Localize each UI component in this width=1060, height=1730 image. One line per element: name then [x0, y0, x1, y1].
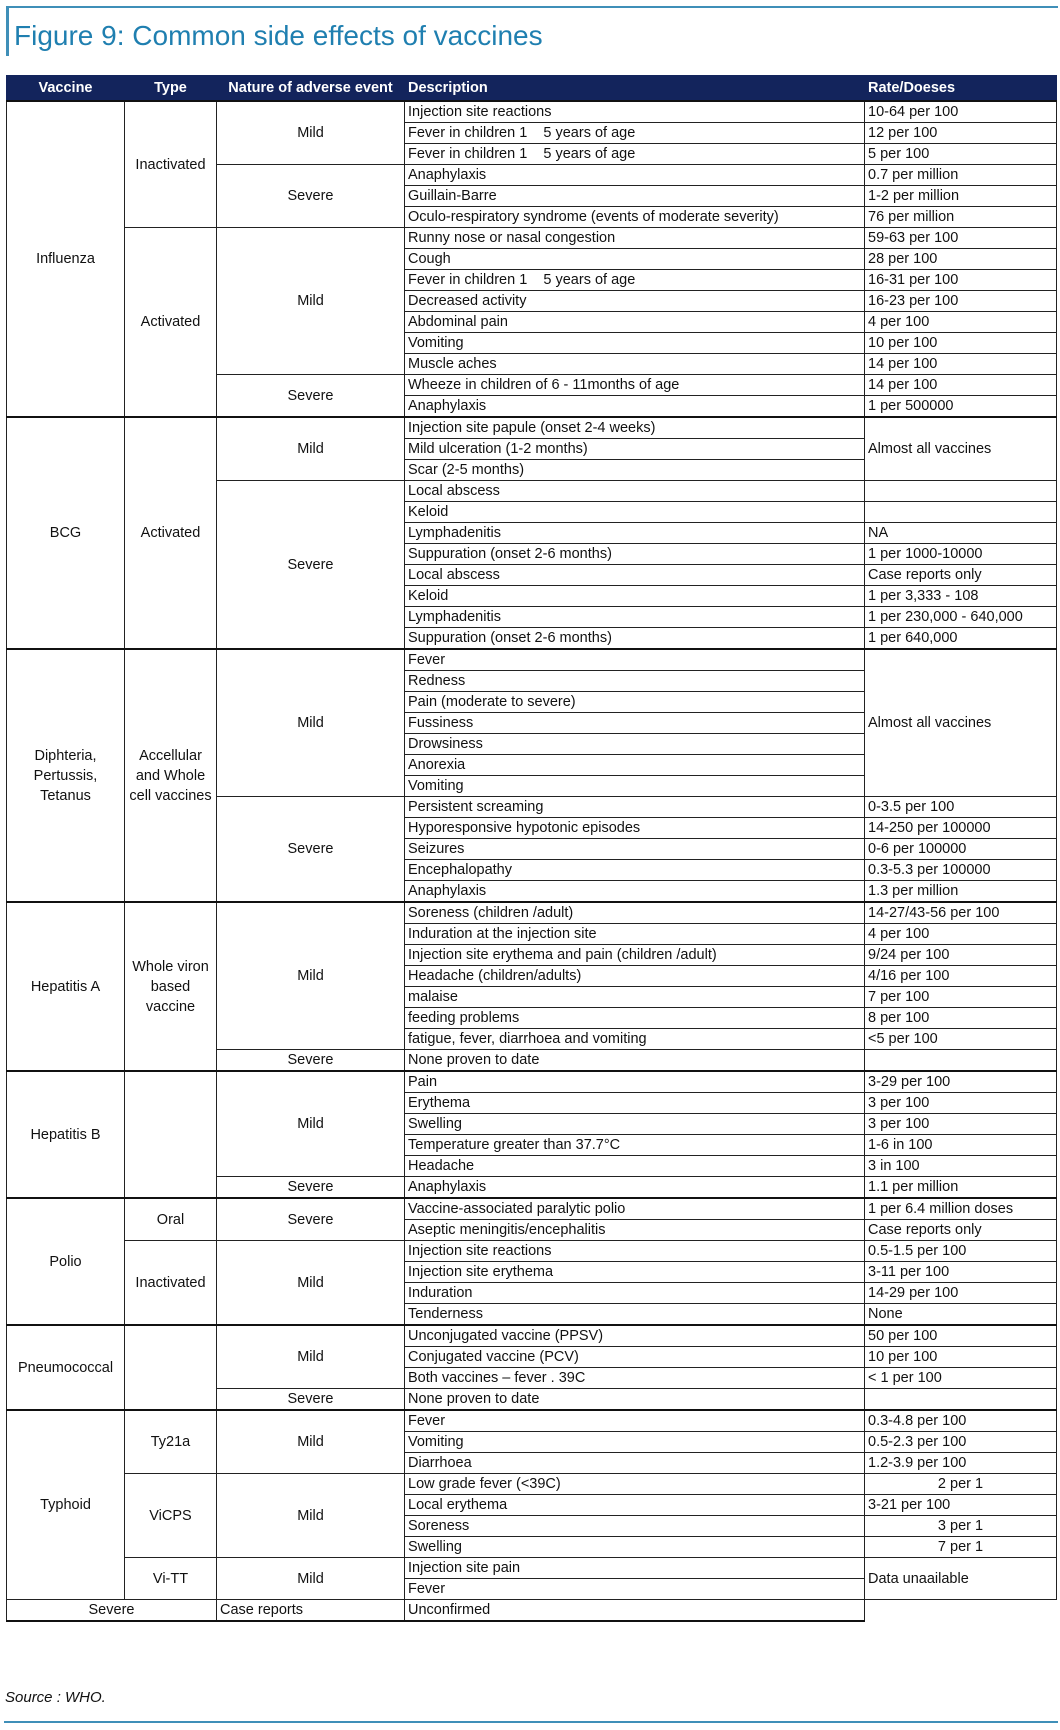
table-row: [7, 1558, 1057, 1579]
description-cell: Conjugated vaccine (PCV): [405, 1347, 865, 1368]
rate-cell: 8 per 100: [865, 1008, 1057, 1029]
bottom-rule: [4, 1721, 1058, 1723]
description-cell: Abdominal pain: [405, 312, 865, 333]
rate-cell: 1-6 in 100: [865, 1135, 1057, 1156]
rate-cell: 1.2-3.9 per 100: [865, 1453, 1057, 1474]
description-cell: Lymphadenitis: [405, 523, 865, 544]
description-cell: Oculo-respiratory syndrome (events of moderate severity): [405, 207, 865, 228]
rate-cell: 10-64 per 100: [865, 101, 1057, 123]
table-row: [7, 1474, 1057, 1495]
type-cell: Inactivated: [125, 101, 217, 228]
nature-cell: Severe: [217, 481, 405, 650]
description-cell: Fever: [405, 649, 865, 671]
rate-cell: Almost all vaccines: [865, 649, 1057, 797]
rate-cell: 14-29 per 100: [865, 1283, 1057, 1304]
rate-cell: 3-21 per 100: [865, 1495, 1057, 1516]
type-cell: Activated: [125, 228, 217, 418]
description-cell: Keloid: [405, 502, 865, 523]
col-header-rate: Rate/Doeses: [865, 76, 1057, 102]
description-cell: Injection site pain: [405, 1558, 865, 1579]
rate-cell: 16-23 per 100: [865, 291, 1057, 312]
description-cell: None proven to date: [405, 1389, 865, 1411]
description-cell: Swelling: [405, 1114, 865, 1135]
type-cell: Vi-TT: [125, 1558, 217, 1600]
description-cell: Suppuration (onset 2-6 months): [405, 544, 865, 565]
description-cell: Vaccine-associated paralytic polio: [405, 1198, 865, 1220]
description-cell: Aseptic meningitis/encephalitis: [405, 1220, 865, 1241]
rate-cell: 3 per 100: [865, 1114, 1057, 1135]
col-header-type: Type: [125, 76, 217, 102]
description-cell: Headache (children/adults): [405, 966, 865, 987]
description-cell: Anaphylaxis: [405, 396, 865, 418]
description-cell: Local abscess: [405, 565, 865, 586]
title-accent-bar: [6, 6, 9, 56]
description-cell: Anorexia: [405, 755, 865, 776]
description-cell: Fever in children 1 5 years of age: [405, 144, 865, 165]
description-cell: Tenderness: [405, 1304, 865, 1326]
description-cell: Fussiness: [405, 713, 865, 734]
description-cell: Scar (2-5 months): [405, 460, 865, 481]
nature-cell: Mild: [217, 1474, 405, 1558]
rate-cell: 3-29 per 100: [865, 1071, 1057, 1093]
rate-cell: 59-63 per 100: [865, 228, 1057, 249]
rate-cell: 4/16 per 100: [865, 966, 1057, 987]
description-cell: Soreness: [405, 1516, 865, 1537]
rate-cell: 14 per 100: [865, 375, 1057, 396]
description-cell: Wheeze in children of 6 - 11months of age: [405, 375, 865, 396]
description-cell: Pain: [405, 1071, 865, 1093]
nature-cell: Mild: [217, 101, 405, 165]
nature-cell: Severe: [217, 165, 405, 228]
description-cell: Injection site papule (onset 2-4 weeks): [405, 417, 865, 439]
description-cell: Anaphylaxis: [405, 165, 865, 186]
description-cell: Muscle aches: [405, 354, 865, 375]
table-row: [7, 649, 1057, 671]
description-cell: Drowsiness: [405, 734, 865, 755]
description-cell: fatigue, fever, diarrhoea and vomiting: [405, 1029, 865, 1050]
description-cell: malaise: [405, 987, 865, 1008]
description-cell: Vomiting: [405, 1432, 865, 1453]
description-cell: Soreness (children /adult): [405, 902, 865, 924]
description-cell: Pain (moderate to severe): [405, 692, 865, 713]
rate-cell: <5 per 100: [865, 1029, 1057, 1050]
table-header-row: [7, 76, 1057, 102]
type-cell: Whole viron based vaccine: [125, 902, 217, 1071]
vaccine-cell: Hepatitis B: [7, 1071, 125, 1198]
description-cell: Injection site reactions: [405, 101, 865, 123]
rate-cell: 1 per 3,333 - 108: [865, 586, 1057, 607]
rate-cell: 7 per 1: [865, 1537, 1057, 1558]
vaccine-cell: Hepatitis A: [7, 902, 125, 1071]
rate-cell: 0-6 per 100000: [865, 839, 1057, 860]
nature-cell: Severe: [217, 375, 405, 418]
rate-cell: 14-250 per 100000: [865, 818, 1057, 839]
nature-cell: Severe: [217, 1389, 405, 1411]
description-cell: Redness: [405, 671, 865, 692]
rate-cell: 1 per 500000: [865, 396, 1057, 418]
col-header-nature: Nature of adverse event: [217, 76, 405, 102]
rate-cell: < 1 per 100: [865, 1368, 1057, 1389]
rate-cell: 76 per million: [865, 207, 1057, 228]
vaccine-cell: Influenza: [7, 101, 125, 417]
rate-cell: 0-3.5 per 100: [865, 797, 1057, 818]
rate-cell: 14 per 100: [865, 354, 1057, 375]
table-row: [7, 101, 1057, 123]
nature-cell: Severe: [217, 1198, 405, 1241]
rate-cell: NA: [865, 523, 1057, 544]
rate-cell: 1 per 1000-10000: [865, 544, 1057, 565]
description-cell: Fever: [405, 1579, 865, 1600]
nature-cell: Severe: [217, 1177, 405, 1199]
rate-cell: Data unaailable: [865, 1558, 1057, 1600]
col-header-description: Description: [405, 76, 865, 102]
title-rule: [6, 6, 1058, 8]
rate-cell: 1.1 per million: [865, 1177, 1057, 1199]
table-row: [7, 228, 1057, 249]
rate-cell: 12 per 100: [865, 123, 1057, 144]
description-cell: Decreased activity: [405, 291, 865, 312]
type-cell: Oral: [125, 1198, 217, 1241]
description-cell: Local erythema: [405, 1495, 865, 1516]
col-header-vaccine: Vaccine: [7, 76, 125, 102]
description-cell: Cough: [405, 249, 865, 270]
nature-cell: Mild: [217, 649, 405, 797]
description-cell: feeding problems: [405, 1008, 865, 1029]
rate-cell: 5 per 100: [865, 144, 1057, 165]
type-cell: [125, 1325, 217, 1410]
description-cell: Lymphadenitis: [405, 607, 865, 628]
rate-cell: [865, 1050, 1057, 1072]
description-cell: Unconjugated vaccine (PPSV): [405, 1325, 865, 1347]
description-cell: Guillain-Barre: [405, 186, 865, 207]
rate-cell: [865, 481, 1057, 502]
nature-cell: Mild: [217, 1325, 405, 1389]
rate-cell: [865, 502, 1057, 523]
rate-cell: 7 per 100: [865, 987, 1057, 1008]
rate-cell: 2 per 1: [865, 1474, 1057, 1495]
rate-cell: 0.3-4.8 per 100: [865, 1410, 1057, 1432]
rate-cell: 3 in 100: [865, 1156, 1057, 1177]
description-cell: Hyporesponsive hypotonic episodes: [405, 818, 865, 839]
vaccine-cell: Polio: [7, 1198, 125, 1325]
rate-cell: 14-27/43-56 per 100: [865, 902, 1057, 924]
table-row: [7, 417, 1057, 439]
rate-cell: 50 per 100: [865, 1325, 1057, 1347]
rate-cell: 4 per 100: [865, 312, 1057, 333]
nature-cell: Mild: [217, 1071, 405, 1177]
description-cell: Local abscess: [405, 481, 865, 502]
rate-cell: None: [865, 1304, 1057, 1326]
description-cell: Fever in children 1 5 years of age: [405, 123, 865, 144]
nature-cell: Mild: [217, 1241, 405, 1326]
rate-cell: 3 per 100: [865, 1093, 1057, 1114]
rate-cell: 0.7 per million: [865, 165, 1057, 186]
nature-cell: Mild: [217, 902, 405, 1050]
description-cell: Keloid: [405, 586, 865, 607]
description-cell: None proven to date: [405, 1050, 865, 1072]
type-cell: ViCPS: [125, 1474, 217, 1558]
vaccine-cell: Diphteria, Pertussis, Tetanus: [7, 649, 125, 902]
description-cell: Fever in children 1 5 years of age: [405, 270, 865, 291]
description-cell: Suppuration (onset 2-6 months): [405, 628, 865, 650]
description-cell: Anaphylaxis: [405, 1177, 865, 1199]
nature-cell: Mild: [217, 1558, 405, 1600]
type-cell: Activated: [125, 417, 217, 649]
type-cell: Inactivated: [125, 1241, 217, 1326]
description-cell: Vomiting: [405, 333, 865, 354]
description-cell: Low grade fever (<39C): [405, 1474, 865, 1495]
description-cell: Case reports: [217, 1600, 405, 1622]
description-cell: Injection site erythema and pain (children /adult): [405, 945, 865, 966]
nature-cell: Severe: [7, 1600, 217, 1622]
table-row: [7, 1600, 1057, 1622]
rate-cell: 10 per 100: [865, 1347, 1057, 1368]
description-cell: Swelling: [405, 1537, 865, 1558]
description-cell: Headache: [405, 1156, 865, 1177]
nature-cell: Mild: [217, 228, 405, 375]
nature-cell: Mild: [217, 1410, 405, 1474]
rate-cell: 10 per 100: [865, 333, 1057, 354]
description-cell: Seizures: [405, 839, 865, 860]
table-row: [7, 902, 1057, 924]
description-cell: Diarrhoea: [405, 1453, 865, 1474]
rate-cell: 1-2 per million: [865, 186, 1057, 207]
description-cell: Injection site reactions: [405, 1241, 865, 1262]
table-row: [7, 1410, 1057, 1432]
vaccine-cell: Typhoid: [7, 1410, 125, 1600]
table-row: [7, 1241, 1057, 1262]
description-cell: Anaphylaxis: [405, 881, 865, 903]
description-cell: Temperature greater than 37.7°C: [405, 1135, 865, 1156]
nature-cell: Mild: [217, 417, 405, 481]
description-cell: Induration at the injection site: [405, 924, 865, 945]
rate-cell: Almost all vaccines: [865, 417, 1057, 481]
description-cell: Injection site erythema: [405, 1262, 865, 1283]
rate-cell: Case reports only: [865, 565, 1057, 586]
type-cell: Accellular and Whole cell vaccines: [125, 649, 217, 902]
rate-cell: 1.3 per million: [865, 881, 1057, 903]
description-cell: Both vaccines – fever . 39C: [405, 1368, 865, 1389]
description-cell: Runny nose or nasal congestion: [405, 228, 865, 249]
type-cell: Ty21a: [125, 1410, 217, 1474]
table-row: [7, 1325, 1057, 1347]
figure-title: Figure 9: Common side effects of vaccines: [14, 20, 543, 51]
description-cell: Vomiting: [405, 776, 865, 797]
nature-cell: Severe: [217, 1050, 405, 1072]
rate-cell: Case reports only: [865, 1220, 1057, 1241]
rate-cell: 1 per 640,000: [865, 628, 1057, 650]
description-cell: Fever: [405, 1410, 865, 1432]
description-cell: Encephalopathy: [405, 860, 865, 881]
type-cell: [125, 1071, 217, 1198]
rate-cell: Unconfirmed: [405, 1600, 865, 1622]
rate-cell: 1 per 6.4 million doses: [865, 1198, 1057, 1220]
vaccine-cell: Pneumococcal: [7, 1325, 125, 1410]
rate-cell: 0.5-1.5 per 100: [865, 1241, 1057, 1262]
rate-cell: 0.3-5.3 per 100000: [865, 860, 1057, 881]
table-row: [7, 1071, 1057, 1093]
source-note: Source : WHO.: [5, 1689, 106, 1706]
description-cell: Induration: [405, 1283, 865, 1304]
rate-cell: 3 per 1: [865, 1516, 1057, 1537]
rate-cell: 16-31 per 100: [865, 270, 1057, 291]
rate-cell: 1 per 230,000 - 640,000: [865, 607, 1057, 628]
table-row: [7, 1198, 1057, 1220]
vaccine-side-effects-table: [6, 75, 1057, 1622]
description-cell: Mild ulceration (1-2 months): [405, 439, 865, 460]
rate-cell: [865, 1389, 1057, 1411]
description-cell: Erythema: [405, 1093, 865, 1114]
rate-cell: 4 per 100: [865, 924, 1057, 945]
rate-cell: 0.5-2.3 per 100: [865, 1432, 1057, 1453]
rate-cell: 28 per 100: [865, 249, 1057, 270]
rate-cell: 9/24 per 100: [865, 945, 1057, 966]
rate-cell: 3-11 per 100: [865, 1262, 1057, 1283]
nature-cell: Severe: [217, 797, 405, 903]
vaccine-cell: BCG: [7, 417, 125, 649]
description-cell: Persistent screaming: [405, 797, 865, 818]
